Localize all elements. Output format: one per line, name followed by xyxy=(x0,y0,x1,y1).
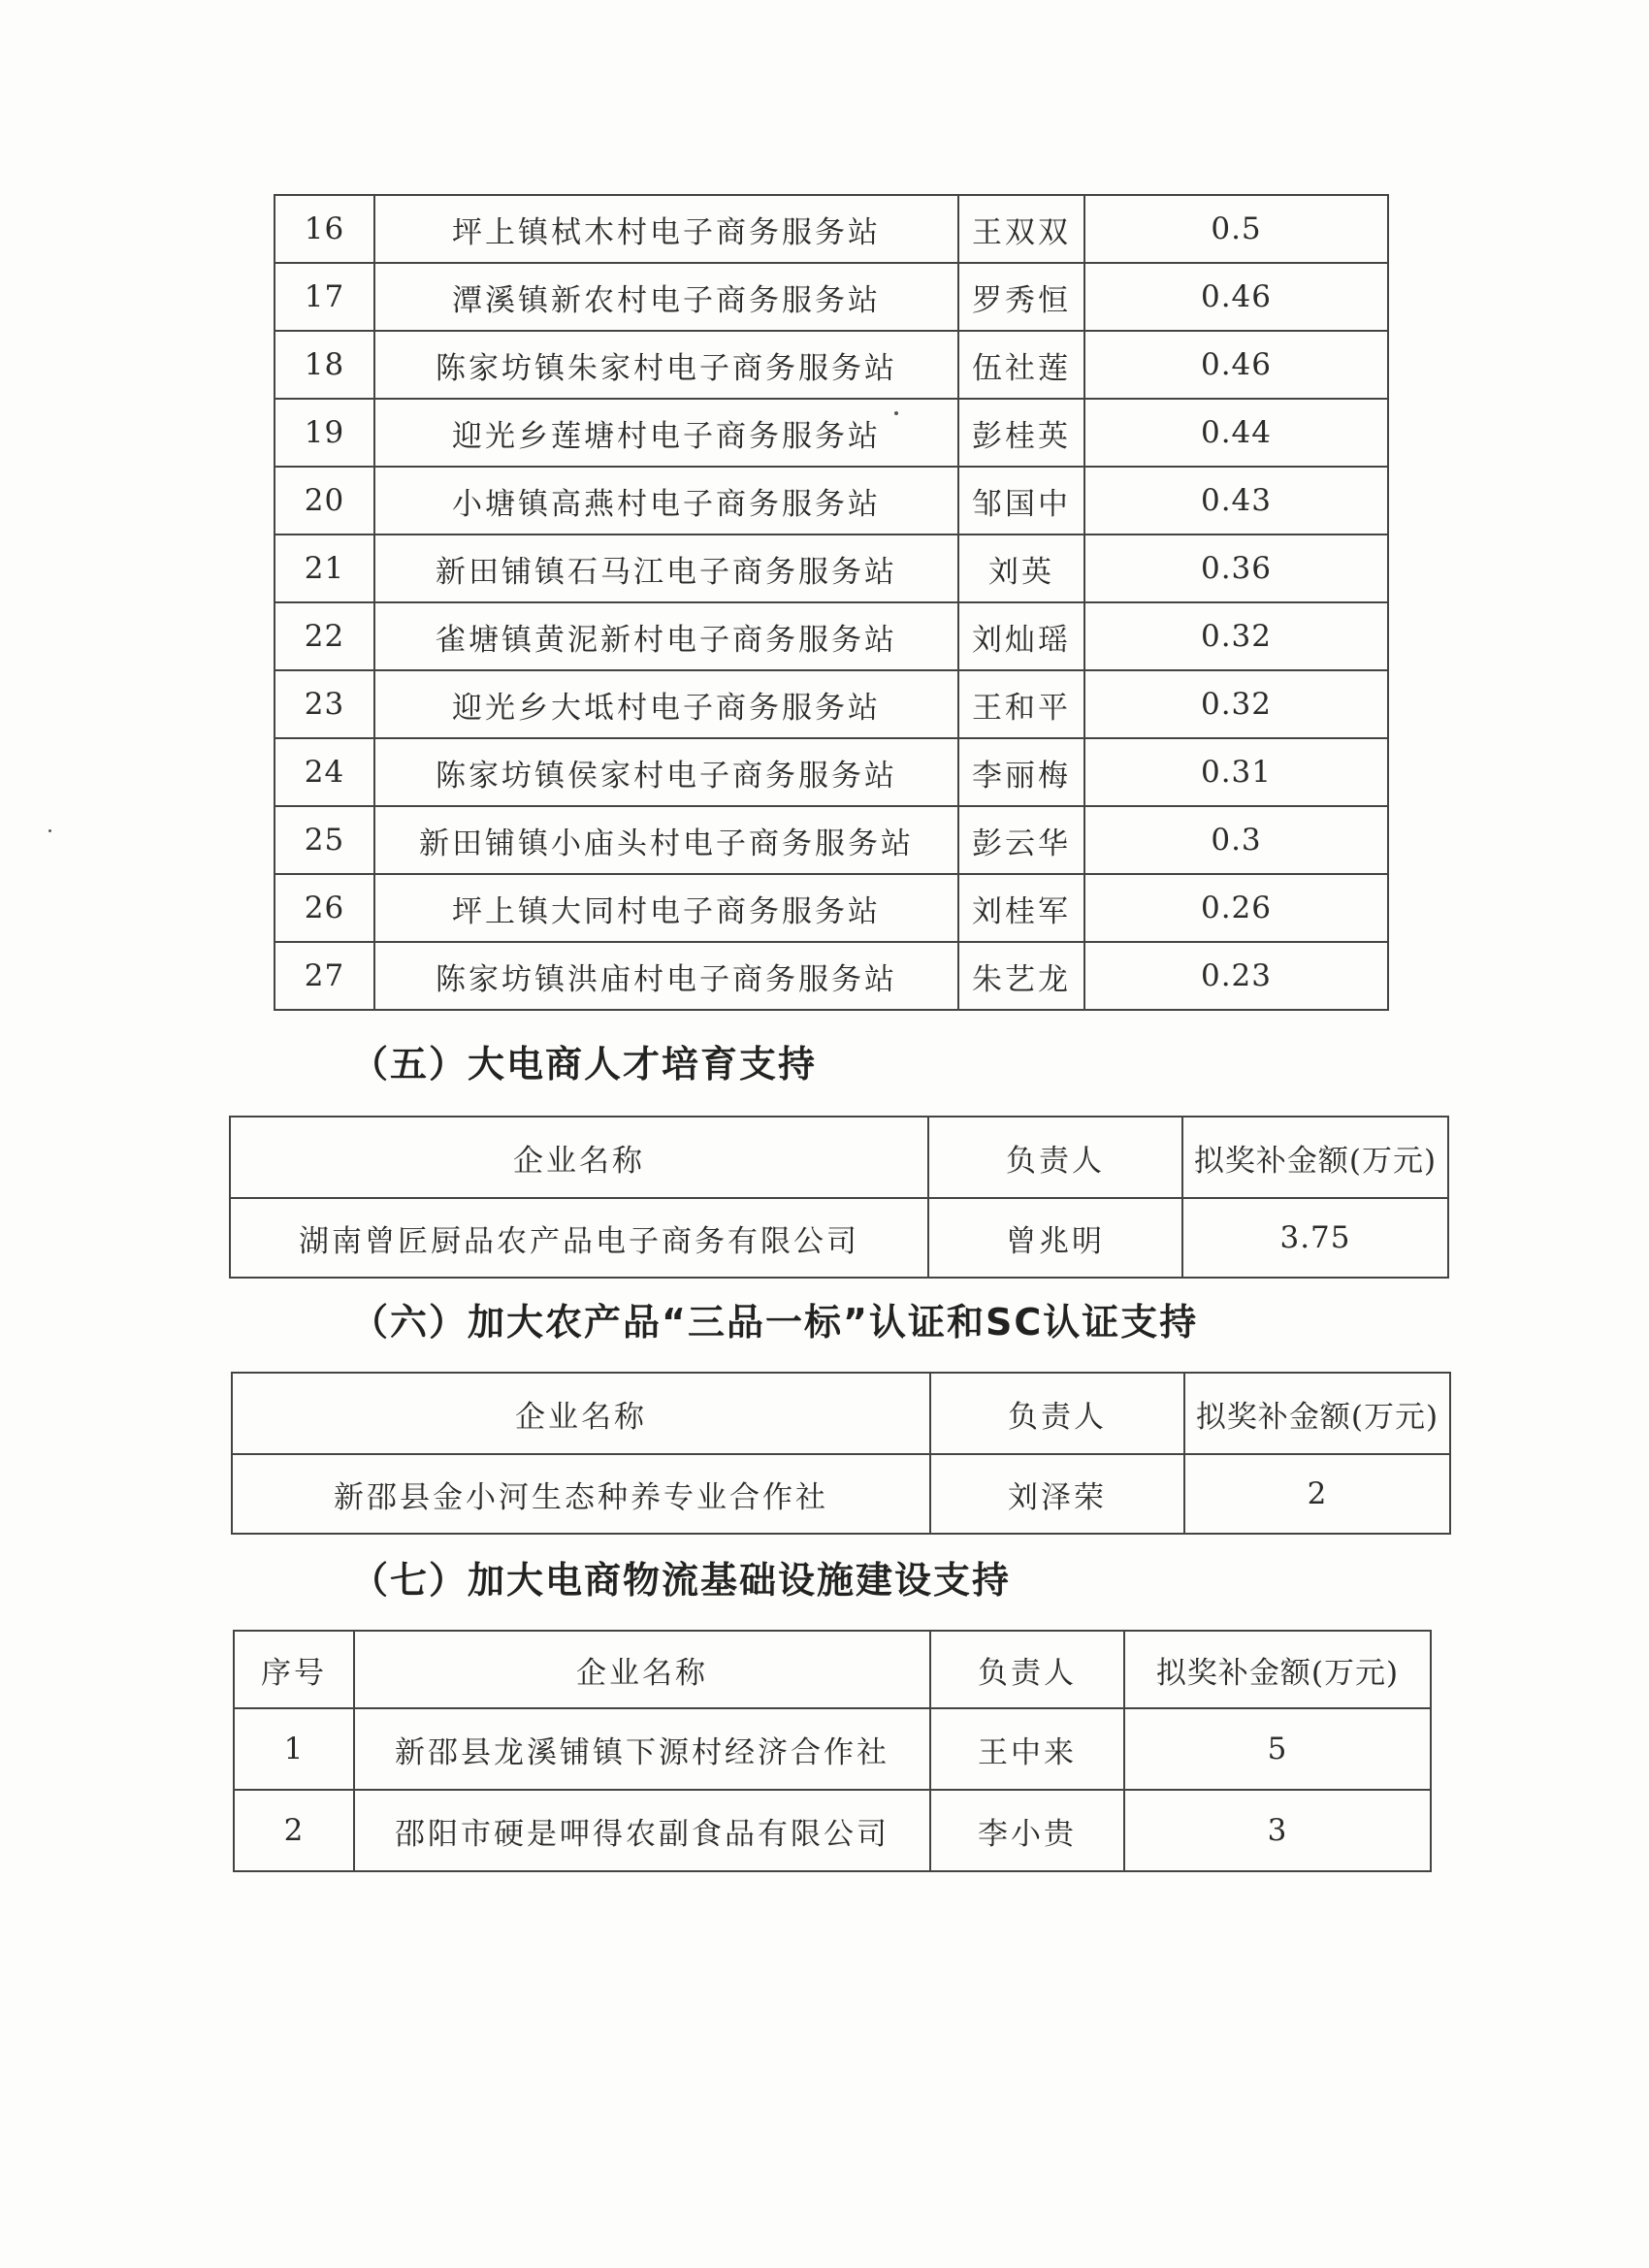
station-subsidy-table-body xyxy=(275,195,1388,1010)
cell-station-name: 新田铺镇小庙头村电子商务服务站 xyxy=(374,806,958,874)
table-row xyxy=(232,1454,1450,1534)
cell-person: 彭云华 xyxy=(958,806,1084,874)
cell-amount: 0.44 xyxy=(1084,399,1388,467)
table-row xyxy=(275,467,1388,535)
scan-speck xyxy=(48,829,51,832)
cell-amount: 3.75 xyxy=(1182,1198,1448,1278)
header-company-name: 企业名称 xyxy=(230,1117,928,1198)
cell-person: 刘英 xyxy=(958,535,1084,602)
cell-amount: 0.46 xyxy=(1084,263,1388,331)
cell-serial: 24 xyxy=(275,738,374,806)
talent-support-table xyxy=(229,1116,1449,1279)
cell-company-name: 新邵县金小河生态种养专业合作社 xyxy=(232,1454,930,1534)
cell-station-name: 坪上镇栻木村电子商务服务站 xyxy=(374,195,958,263)
cell-person: 刘桂军 xyxy=(958,874,1084,942)
cell-amount: 0.46 xyxy=(1084,331,1388,399)
table-row xyxy=(234,1790,1431,1871)
cell-station-name: 新田铺镇石马江电子商务服务站 xyxy=(374,535,958,602)
cell-company-name: 新邵县龙溪铺镇下源村经济合作社 xyxy=(354,1708,930,1790)
table-row xyxy=(275,738,1388,806)
cell-serial: 21 xyxy=(275,535,374,602)
cell-person: 王和平 xyxy=(958,670,1084,738)
scan-speck xyxy=(894,411,898,415)
header-amount: 拟奖补金额(万元) xyxy=(1182,1117,1448,1198)
cell-amount: 0.5 xyxy=(1084,195,1388,263)
table-row xyxy=(234,1708,1431,1790)
station-subsidy-table xyxy=(274,194,1389,1011)
table-header-row xyxy=(234,1631,1431,1708)
section-6-heading: （六）加大农产品“三品一标”认证和SC认证支持 xyxy=(351,1301,1199,1344)
table-header-row xyxy=(230,1117,1448,1198)
cell-person: 王双双 xyxy=(958,195,1084,263)
cell-amount: 0.31 xyxy=(1084,738,1388,806)
section-7-heading: （七）加大电商物流基础设施建设支持 xyxy=(351,1559,1012,1602)
cell-amount: 2 xyxy=(1184,1454,1450,1534)
table-row xyxy=(275,535,1388,602)
cell-serial: 22 xyxy=(275,602,374,670)
cell-amount: 0.26 xyxy=(1084,874,1388,942)
header-amount: 拟奖补金额(万元) xyxy=(1184,1373,1450,1454)
cell-amount: 0.3 xyxy=(1084,806,1388,874)
section-5-heading: （五）大电商人才培育支持 xyxy=(351,1043,818,1085)
certification-support-table xyxy=(231,1372,1451,1535)
table-row xyxy=(275,195,1388,263)
cell-person: 王中来 xyxy=(930,1708,1124,1790)
table-header-row xyxy=(232,1373,1450,1454)
cell-serial: 16 xyxy=(275,195,374,263)
cell-serial: 20 xyxy=(275,467,374,535)
header-company-name: 企业名称 xyxy=(354,1631,930,1708)
cell-serial: 2 xyxy=(234,1790,354,1871)
cell-person: 刘泽荣 xyxy=(930,1454,1184,1534)
table-row xyxy=(230,1198,1448,1278)
cell-station-name: 陈家坊镇洪庙村电子商务服务站 xyxy=(374,942,958,1010)
cell-company-name: 湖南曾匠厨品农产品电子商务有限公司 xyxy=(230,1198,928,1278)
cell-serial: 27 xyxy=(275,942,374,1010)
cell-person: 罗秀恒 xyxy=(958,263,1084,331)
cell-serial: 18 xyxy=(275,331,374,399)
cell-amount: 5 xyxy=(1124,1708,1431,1790)
cell-serial: 17 xyxy=(275,263,374,331)
table-row xyxy=(275,602,1388,670)
header-amount: 拟奖补金额(万元) xyxy=(1124,1631,1431,1708)
cell-serial: 19 xyxy=(275,399,374,467)
cell-person: 李小贵 xyxy=(930,1790,1124,1871)
cell-serial: 25 xyxy=(275,806,374,874)
cell-amount: 0.32 xyxy=(1084,602,1388,670)
cell-person: 朱艺龙 xyxy=(958,942,1084,1010)
table-row xyxy=(275,670,1388,738)
table-row xyxy=(275,331,1388,399)
cell-serial: 26 xyxy=(275,874,374,942)
cell-station-name: 迎光乡莲塘村电子商务服务站 xyxy=(374,399,958,467)
cell-amount: 0.36 xyxy=(1084,535,1388,602)
cell-serial: 23 xyxy=(275,670,374,738)
cell-person: 彭桂英 xyxy=(958,399,1084,467)
table-row xyxy=(275,263,1388,331)
cell-person: 刘灿瑶 xyxy=(958,602,1084,670)
cell-amount: 0.32 xyxy=(1084,670,1388,738)
cell-station-name: 陈家坊镇侯家村电子商务服务站 xyxy=(374,738,958,806)
cell-station-name: 小塘镇高燕村电子商务服务站 xyxy=(374,467,958,535)
header-person: 负责人 xyxy=(930,1631,1124,1708)
logistics-support-table xyxy=(233,1630,1432,1872)
cell-station-name: 雀塘镇黄泥新村电子商务服务站 xyxy=(374,602,958,670)
table-row xyxy=(275,874,1388,942)
table-row xyxy=(275,399,1388,467)
cell-station-name: 坪上镇大同村电子商务服务站 xyxy=(374,874,958,942)
cell-amount: 0.43 xyxy=(1084,467,1388,535)
table-row xyxy=(275,806,1388,874)
cell-amount: 3 xyxy=(1124,1790,1431,1871)
cell-person: 李丽梅 xyxy=(958,738,1084,806)
header-serial: 序号 xyxy=(234,1631,354,1708)
cell-station-name: 潭溪镇新农村电子商务服务站 xyxy=(374,263,958,331)
header-company-name: 企业名称 xyxy=(232,1373,930,1454)
cell-company-name: 邵阳市硬是呷得农副食品有限公司 xyxy=(354,1790,930,1871)
cell-serial: 1 xyxy=(234,1708,354,1790)
cell-amount: 0.23 xyxy=(1084,942,1388,1010)
cell-station-name: 迎光乡大坻村电子商务服务站 xyxy=(374,670,958,738)
table-row xyxy=(275,942,1388,1010)
cell-person: 伍社莲 xyxy=(958,331,1084,399)
header-person: 负责人 xyxy=(928,1117,1182,1198)
cell-station-name: 陈家坊镇朱家村电子商务服务站 xyxy=(374,331,958,399)
cell-person: 邹国中 xyxy=(958,467,1084,535)
header-person: 负责人 xyxy=(930,1373,1184,1454)
cell-person: 曾兆明 xyxy=(928,1198,1182,1278)
